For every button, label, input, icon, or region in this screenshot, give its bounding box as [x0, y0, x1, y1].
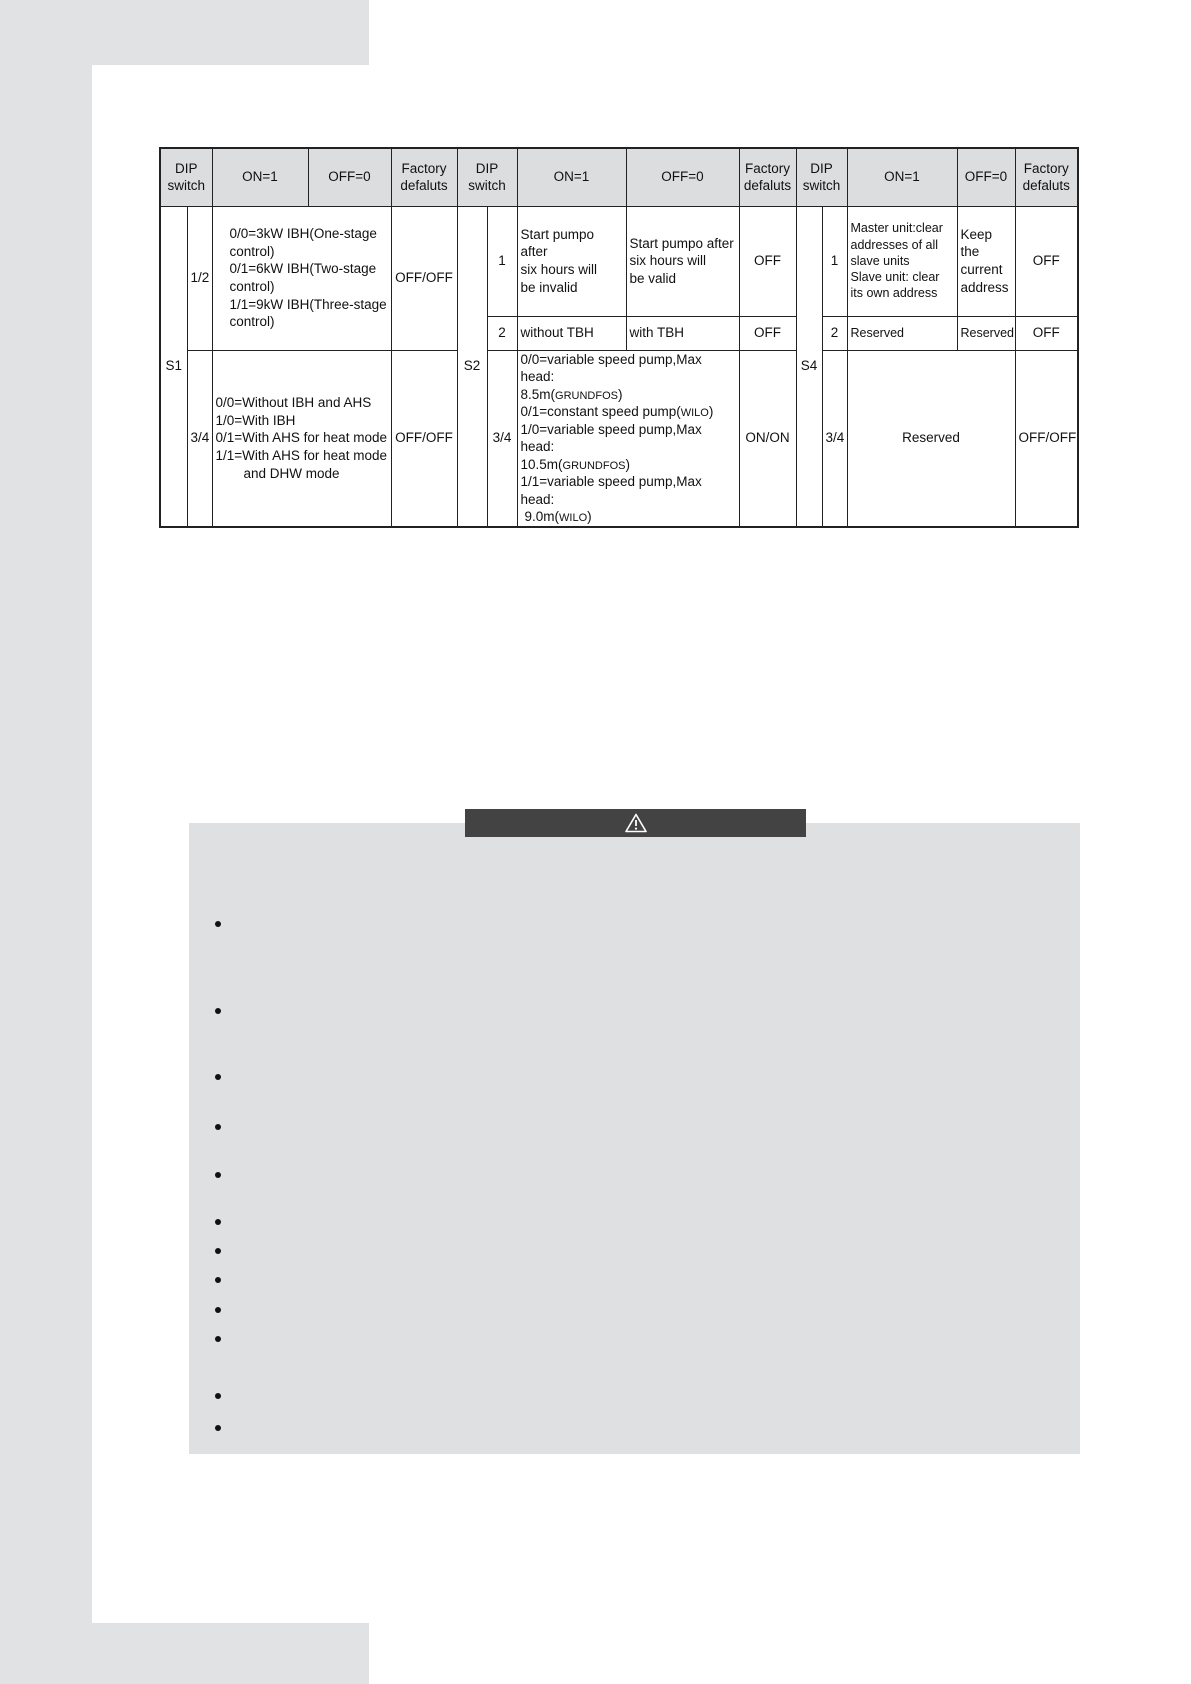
- s4-row3-factory: OFF/OFF: [1015, 350, 1078, 527]
- s1-switch-1-2: 1/2: [187, 206, 212, 350]
- s4-row1-on-line: Master unit:clear: [850, 221, 943, 236]
- s4-row1-off-line: Keep: [960, 226, 993, 242]
- bullet-point: [215, 1336, 221, 1342]
- bullet-point: [215, 1124, 221, 1130]
- s4-switch-1: 1: [822, 206, 847, 316]
- s1-row1-line: 1/1=9kW IBH(Three-stage: [229, 296, 387, 312]
- header-off-s4: OFF=0: [957, 148, 1015, 206]
- bullet-point: [215, 921, 221, 927]
- s2-row3-description: [517, 350, 739, 527]
- bullet-point: [215, 1074, 221, 1080]
- s4-switch-2: 2: [822, 316, 847, 350]
- s2-row3-text: 9.0m(: [524, 509, 560, 525]
- page-margin-left: [0, 0, 92, 1684]
- s4-row2-factory: OFF: [1015, 316, 1078, 350]
- s4-row1-on-line: addresses of all: [850, 237, 939, 252]
- page-margin-bottom: [0, 1623, 369, 1684]
- s2-row1-on-line: six hours will: [520, 262, 598, 277]
- s1-label: S1: [160, 206, 187, 527]
- warning-box: [189, 823, 1080, 1454]
- header-on-s1: ON=1: [212, 148, 308, 206]
- header-factory-s4: Factory defaluts: [1015, 148, 1078, 206]
- s2-row3-brand: GRUNDFOS: [562, 459, 626, 472]
- s2-row1-on-line: Start pumpo after: [520, 226, 595, 260]
- table-row: [160, 206, 1078, 316]
- s4-row1-on-line: Slave unit: clear: [850, 270, 940, 285]
- s2-row3-factory: ON/ON: [739, 350, 796, 527]
- s4-row2-on: Reserved: [847, 316, 957, 350]
- s2-row1-factory: OFF: [739, 206, 796, 316]
- s1-row2-line: 0/1=With AHS for heat mode: [215, 430, 387, 446]
- s2-label: S2: [457, 206, 487, 527]
- s4-row1-on-line: its own address: [850, 286, 938, 301]
- s1-row1-line: control): [229, 314, 275, 330]
- s4-row1-off-line: current: [960, 262, 1003, 277]
- s2-row3-line: [521, 508, 736, 526]
- header-dip-switch-s4: DIP switch: [796, 148, 847, 206]
- header-dip-switch-s2: DIP switch: [457, 148, 517, 206]
- dip-switch-table: [159, 147, 1079, 528]
- table-row: [160, 350, 1078, 527]
- bullet-point: [215, 1219, 221, 1225]
- header-on-s4: ON=1: [847, 148, 957, 206]
- s2-row1-off-line: Start pumpo after: [629, 235, 734, 251]
- s2-row1-off-line: six hours will: [629, 253, 707, 269]
- s2-row3-line: [521, 456, 736, 474]
- s1-row2-description: [212, 350, 391, 527]
- s1-row1-line: 0/1=6kW IBH(Two-stage: [229, 261, 377, 277]
- bullet-point: [215, 1172, 221, 1178]
- s2-switch-2: 2: [487, 316, 517, 350]
- s2-row1-on-line: be invalid: [520, 279, 578, 295]
- s4-row1-on-line: slave units: [850, 253, 910, 268]
- warning-header: [465, 809, 806, 837]
- s1-row2-line: and DHW mode: [243, 465, 340, 481]
- s2-row3-brand: GRUNDFOS: [555, 389, 618, 402]
- s1-row1-line: control): [229, 243, 275, 259]
- header-off-s2: OFF=0: [626, 148, 739, 206]
- header-off-s1: OFF=0: [308, 148, 391, 206]
- bullet-point: [215, 1008, 221, 1014]
- s1-row1-line: 0/0=3kW IBH(One-stage: [229, 226, 377, 242]
- s4-row2-off: Reserved: [957, 316, 1015, 350]
- s1-row1-description: [212, 206, 391, 350]
- bullet-point: [215, 1248, 221, 1254]
- s2-row3-line: 1/0=variable speed pump,Max head:: [520, 421, 702, 455]
- s2-row3-text: 0/1=constant speed pump(: [520, 404, 681, 420]
- s2-row1-off: [626, 206, 739, 316]
- s2-row3-text: 10.5m(: [520, 456, 563, 472]
- header-factory-s1: Factory defaluts: [391, 148, 457, 206]
- s2-row3-text: 8.5m(: [520, 386, 556, 402]
- s4-row1-off: [957, 206, 1015, 316]
- s4-row1-on: [847, 206, 957, 316]
- s2-switch-3-4: 3/4: [487, 350, 517, 527]
- s2-row1-on: [517, 206, 626, 316]
- s4-row1-off-line: the: [960, 244, 980, 260]
- s2-row3-brand: WILO: [559, 512, 588, 525]
- s2-switch-1: 1: [487, 206, 517, 316]
- s1-row2-factory: OFF/OFF: [391, 350, 457, 527]
- s1-row1-factory: OFF/OFF: [391, 206, 457, 350]
- s2-row3-line: 0/0=variable speed pump,Max head:: [520, 351, 702, 385]
- header-dip-switch-s1: DIP switch: [160, 148, 212, 206]
- s4-row1-factory: OFF: [1015, 206, 1078, 316]
- s4-label: S4: [796, 206, 822, 527]
- s1-row2-line: 1/0=With IBH: [215, 412, 296, 428]
- s2-row3-line: [521, 386, 736, 404]
- s4-switch-3-4: 3/4: [822, 350, 847, 527]
- header-factory-s2: Factory defaluts: [739, 148, 796, 206]
- bullet-point: [215, 1425, 221, 1431]
- s2-row3-text: ): [617, 386, 623, 402]
- s1-switch-3-4: 3/4: [187, 350, 212, 527]
- bullet-point: [215, 1393, 221, 1399]
- s1-row2-line: 0/0=Without IBH and AHS: [215, 395, 372, 411]
- s2-row3-line: [521, 403, 736, 421]
- s1-row2-line: 1/1=With AHS for heat mode: [215, 448, 387, 463]
- s2-row3-text: ): [625, 456, 630, 472]
- table-header-row: [160, 148, 1078, 206]
- s4-row1-off-line: address: [960, 279, 1009, 295]
- header-on-s2: ON=1: [517, 148, 626, 206]
- s2-row2-factory: OFF: [739, 316, 796, 350]
- bullet-point: [215, 1277, 221, 1283]
- warning-triangle-icon: [625, 813, 647, 833]
- bullet-point: [215, 1307, 221, 1313]
- s2-row2-on: without TBH: [517, 316, 626, 350]
- warning-bullet-list: [189, 823, 1080, 1454]
- s2-row3-text: ): [587, 509, 592, 525]
- s2-row3-brand: WILO: [680, 407, 709, 420]
- s2-row2-off: with TBH: [626, 316, 739, 350]
- s2-row3-line: 1/1=variable speed pump,Max head:: [520, 474, 702, 507]
- s2-row1-off-line: be valid: [629, 270, 677, 286]
- s1-row1-line: control): [229, 279, 275, 294]
- s4-row3-value: Reserved: [847, 350, 1015, 527]
- s2-row3-text: ): [708, 404, 714, 420]
